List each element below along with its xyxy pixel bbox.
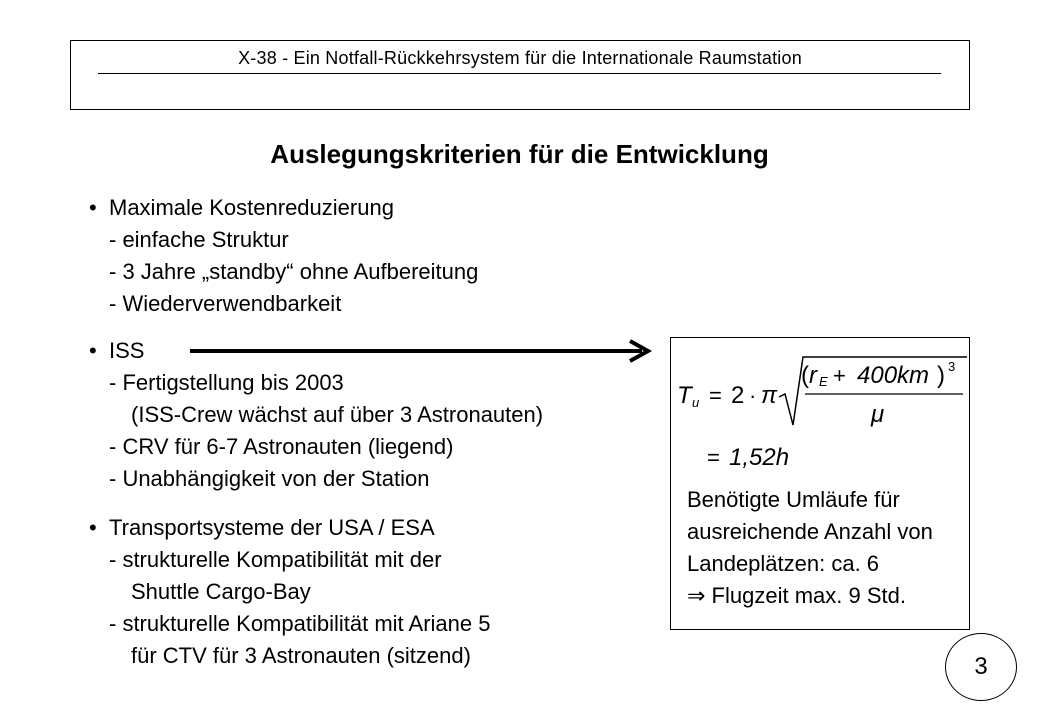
formula-exponent: 3 (948, 359, 956, 374)
formula-close-paren: ) (937, 362, 945, 389)
bullet-item: - strukturelle Kompatibilität mit der (109, 547, 442, 572)
bullet-dot: • (89, 338, 97, 363)
formula-result: 1,52h (729, 444, 790, 471)
slide-title: Auslegungskriterien für die Entwicklung (270, 139, 769, 169)
bullet-item: Shuttle Cargo-Bay (131, 579, 311, 604)
header-title: X-38 - Ein Notfall-Rückkehrsystem für die Internationale Raumstation (238, 48, 802, 68)
formula-lhs-sub: u (692, 395, 700, 410)
bullet-item: - strukturelle Kompatibilität mit Ariane 5 (109, 611, 491, 636)
formula-r-sub: E (819, 374, 828, 389)
formula-mu: μ (871, 401, 885, 428)
page-number-label: 3 (974, 653, 988, 680)
bullet-head: • ISS (89, 335, 543, 367)
arrow-right-icon (190, 336, 656, 368)
formula-dot: · (749, 383, 757, 408)
formula-open-paren: ( (801, 362, 809, 389)
bullet-dot: • (89, 515, 97, 540)
bullet-item: - einfache Struktur (109, 227, 289, 252)
page-number (945, 633, 1017, 701)
bullet-item: - Wiederverwendbarkeit (109, 291, 342, 316)
info-line: Landeplätzen: ca. 6 (687, 551, 880, 576)
bullet-item: für CTV für 3 Astronauten (sitzend) (131, 643, 471, 668)
info-line: ⇒ Flugzeit max. 9 Std. (687, 583, 906, 608)
formula-factor: 2 (731, 382, 745, 409)
orbit-period-formula (675, 345, 967, 475)
bullet-item: (ISS-Crew wächst auf über 3 Astronauten) (131, 402, 544, 427)
bullet-item: - 3 Jahre „standby“ ohne Aufbereitung (109, 259, 479, 284)
formula-lhs: T (677, 382, 692, 409)
bullet-transport-systems (89, 512, 491, 672)
bullet-cost-reduction (89, 192, 478, 320)
orbit-info-text (687, 484, 933, 612)
bullet-dot: • (89, 195, 97, 220)
result-equals: = (707, 445, 720, 470)
bullet-head: • Transportsysteme der USA / ESA (89, 512, 491, 544)
info-line: ausreichende Anzahl von (687, 519, 933, 544)
formula-r: r (809, 362, 817, 389)
bullet-head: • Maximale Kostenreduzierung (89, 192, 478, 224)
bullet-item: - CRV für 6-7 Astronauten (liegend) (109, 434, 454, 459)
formula-pi: π (761, 382, 778, 409)
formula-plus: + (833, 363, 846, 388)
header-divider (98, 73, 941, 74)
formula-numerator: 400km (857, 362, 930, 389)
info-line: Benötigte Umläufe für (687, 487, 900, 512)
header-box (70, 40, 970, 110)
bullet-item: - Fertigstellung bis 2003 (109, 370, 344, 395)
bullet-item: - Unabhängigkeit von der Station (109, 466, 430, 491)
formula-equals: = (709, 383, 722, 408)
